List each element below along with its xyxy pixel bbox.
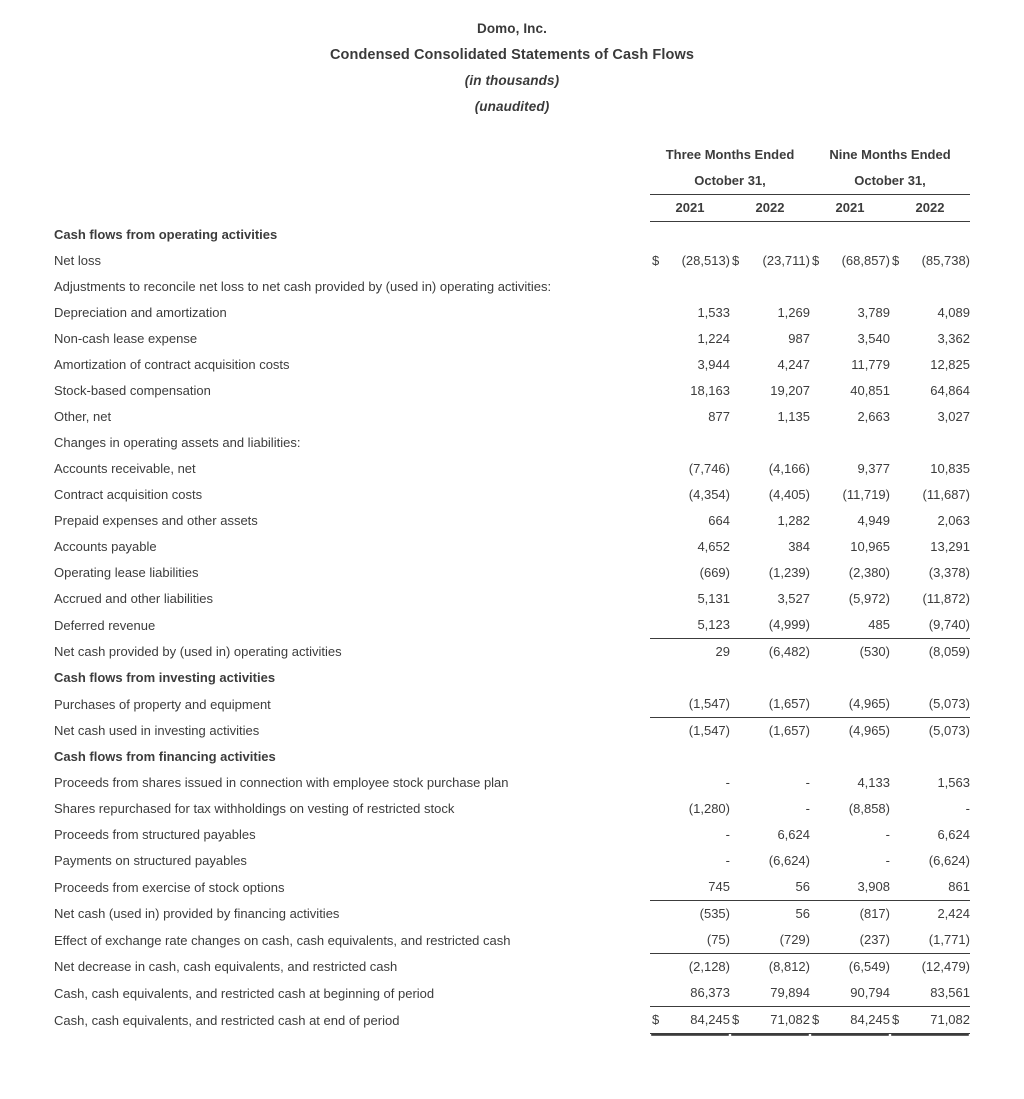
row-label: Amortization of contract acquisition costs: [54, 357, 290, 372]
row-value: 19,207: [770, 383, 810, 398]
row-value: (4,965): [848, 696, 890, 711]
column-group-three-months-date: October 31,: [650, 168, 810, 195]
row-label: Depreciation and amortization: [54, 305, 227, 320]
row-label: Accrued and other liabilities: [54, 591, 213, 606]
row-value: (11,719): [842, 487, 890, 502]
table-row: [54, 718, 970, 745]
row-value: 56: [730, 901, 810, 928]
row-value: (5,073): [928, 696, 970, 711]
row-value: (6,549): [810, 954, 890, 981]
row-value: (6,482): [730, 639, 810, 666]
year-header-q-2022: 2022: [730, 195, 810, 222]
table-row: [54, 586, 970, 612]
row-value: 40,851: [850, 383, 890, 398]
zero-dash: -: [885, 827, 890, 842]
row-value: 12,825: [930, 357, 970, 372]
column-group-nine-months: Nine Months Ended: [829, 147, 951, 162]
row-label: Accounts receivable, net: [54, 461, 196, 476]
row-value: 79,894: [770, 985, 810, 1000]
currency-symbol: $: [812, 253, 820, 268]
row-value: [730, 770, 810, 796]
row-value: (729): [779, 932, 810, 947]
row-value: 1,269: [777, 305, 810, 320]
row-label: Cash flows from operating activities: [54, 227, 278, 242]
row-value: [650, 274, 730, 300]
row-value: $ 84,245: [810, 1007, 890, 1034]
row-value: (1,547): [650, 718, 730, 745]
row-value: 384: [788, 539, 810, 554]
row-value: [730, 665, 810, 691]
year-header-row: [54, 195, 970, 222]
row-label: Changes in operating assets and liabilities:: [54, 435, 301, 450]
row-value: 6,624: [777, 827, 810, 842]
row-value: [650, 744, 730, 770]
company-name: Domo, Inc.: [476, 21, 547, 36]
table-row: [54, 927, 970, 954]
units-note: (in thousands): [464, 73, 560, 88]
row-value: (4,965): [810, 718, 890, 745]
row-value: 1,135: [777, 409, 810, 424]
row-label: Net cash (used in) provided by financing activities: [54, 906, 340, 921]
row-label: Proceeds from shares issued in connection with employee stock purchase plan: [54, 775, 509, 790]
table-row: [54, 639, 970, 666]
column-group-three-months: Three Months Ended: [665, 147, 795, 162]
table-row: [54, 248, 970, 274]
row-value: [650, 822, 730, 848]
row-value: 3,789: [857, 305, 890, 320]
row-value: [890, 430, 970, 456]
cash-flow-table: [54, 142, 970, 1034]
row-value: $ (68,857): [810, 248, 890, 274]
row-value: $ 84,245: [650, 1007, 730, 1034]
table-row: [54, 980, 970, 1007]
row-value: 2,063: [937, 513, 970, 528]
row-value: (669): [699, 565, 730, 580]
table-row: [54, 796, 970, 822]
year-header-ytd-2022: 2022: [890, 195, 970, 222]
row-value: [890, 796, 970, 822]
row-value: (5,073): [890, 718, 970, 745]
row-label: Cash flows from investing activities: [54, 670, 276, 685]
row-value: 13,291: [930, 539, 970, 554]
row-value: [650, 665, 730, 691]
row-value: [810, 848, 890, 874]
row-value: [730, 274, 810, 300]
row-value: 5,123: [697, 617, 730, 632]
row-value: 10,835: [930, 461, 970, 476]
row-value: 9,377: [857, 461, 890, 476]
row-value: 18,163: [690, 383, 730, 398]
row-value: (75): [706, 932, 730, 947]
table-row: [54, 901, 970, 928]
row-value: [650, 770, 730, 796]
row-value: (4,354): [688, 487, 730, 502]
column-subgroup-row: [54, 168, 970, 195]
table-row: [54, 482, 970, 508]
table-row: [54, 1007, 970, 1034]
table-row: [54, 456, 970, 482]
zero-dash: -: [805, 801, 810, 816]
row-value: [650, 222, 730, 249]
row-value: 64,864: [930, 383, 970, 398]
zero-dash: -: [885, 853, 890, 868]
statement-title: Condensed Consolidated Statements of Cash Flows: [329, 47, 695, 63]
row-value: [890, 222, 970, 249]
row-value: 4,652: [697, 539, 730, 554]
row-value: (237): [859, 932, 890, 947]
audit-note: (unaudited): [474, 99, 550, 114]
row-value: 90,794: [850, 985, 890, 1000]
row-label: Cash, cash equivalents, and restricted cash at beginning of period: [54, 985, 435, 1001]
column-group-nine-months-date: October 31,: [810, 168, 970, 195]
row-label: Other, net: [54, 409, 112, 424]
row-value: 3,540: [857, 331, 890, 346]
row-label: Payments on structured payables: [54, 853, 247, 868]
row-value: [650, 848, 730, 874]
row-value: 86,373: [690, 985, 730, 1000]
row-value: 29: [650, 639, 730, 666]
row-value: (6,624): [768, 853, 810, 868]
currency-symbol: $: [652, 1012, 660, 1027]
row-label: Shares repurchased for tax withholdings on vesting of restricted stock: [54, 801, 455, 816]
row-value: 6,624: [937, 827, 970, 842]
row-value: (8,858): [848, 801, 890, 816]
header-spacer: [54, 142, 650, 168]
row-value: (1,771): [928, 932, 970, 947]
table-row: [54, 534, 970, 560]
row-value: 4,133: [857, 775, 890, 790]
table-row: [54, 560, 970, 586]
row-value: [730, 430, 810, 456]
row-label: Net decrease in cash, cash equivalents, and restricted cash: [54, 959, 398, 974]
row-value: 861: [948, 879, 970, 894]
row-value: (11,687): [922, 487, 970, 502]
row-value: (535): [650, 901, 730, 928]
row-value: 2,663: [857, 409, 890, 424]
row-value: [810, 744, 890, 770]
row-value: (4,405): [768, 487, 810, 502]
zero-dash: -: [805, 775, 810, 790]
currency-symbol: $: [652, 253, 660, 268]
section-heading-row: [54, 744, 970, 770]
row-value: (12,479): [890, 954, 970, 981]
row-value: 3,527: [777, 591, 810, 606]
header-spacer-3: [54, 195, 650, 222]
table-row: [54, 404, 970, 430]
row-value: (8,812): [730, 954, 810, 981]
row-value: [810, 822, 890, 848]
row-value: [890, 665, 970, 691]
row-value: 2,424: [890, 901, 970, 928]
year-header-ytd-2021: 2021: [810, 195, 890, 222]
currency-symbol: $: [812, 1012, 820, 1027]
row-value: (1,657): [730, 718, 810, 745]
row-label: Deferred revenue: [54, 617, 156, 633]
row-value: 3,908: [857, 879, 890, 894]
row-value: 745: [708, 879, 730, 894]
table-body: [54, 222, 970, 1034]
currency-symbol: $: [892, 253, 900, 268]
table-row: [54, 691, 970, 718]
table-row: [54, 430, 970, 456]
table-row: [54, 612, 970, 639]
row-label: Operating lease liabilities: [54, 565, 199, 580]
row-value: $ (28,513): [650, 248, 730, 274]
table-row: [54, 770, 970, 796]
row-label: Cash, cash equivalents, and restricted cash at end of period: [54, 1012, 400, 1028]
row-value: 3,362: [937, 331, 970, 346]
table-row: [54, 954, 970, 981]
table-row: [54, 508, 970, 534]
row-value: 56: [795, 879, 810, 894]
row-value: (11,872): [922, 591, 970, 606]
row-value: 4,089: [937, 305, 970, 320]
currency-symbol: $: [892, 1012, 900, 1027]
row-value: (8,059): [890, 639, 970, 666]
table-row: [54, 848, 970, 874]
zero-dash: -: [725, 853, 730, 868]
row-value: 664: [708, 513, 730, 528]
row-value: 1,563: [937, 775, 970, 790]
row-value: 4,949: [857, 513, 890, 528]
row-value: [810, 222, 890, 249]
row-value: 987: [788, 331, 810, 346]
row-value: $ 71,082: [730, 1007, 810, 1034]
row-value: (3,378): [928, 565, 970, 580]
row-value: (9,740): [928, 617, 970, 632]
document-header: [54, 16, 970, 120]
row-value: 877: [708, 409, 730, 424]
row-value: $ (85,738): [890, 248, 970, 274]
row-value: $ 71,082: [890, 1007, 970, 1034]
row-value: (530): [810, 639, 890, 666]
section-heading-row: [54, 665, 970, 691]
row-value: [810, 274, 890, 300]
currency-symbol: $: [732, 253, 740, 268]
row-value: 3,944: [697, 357, 730, 372]
row-value: [810, 430, 890, 456]
table-header: [54, 142, 970, 222]
zero-dash: -: [725, 775, 730, 790]
row-value: [890, 274, 970, 300]
row-value: (1,239): [768, 565, 810, 580]
row-value: 1,282: [777, 513, 810, 528]
row-value: [730, 222, 810, 249]
row-value: 83,561: [930, 985, 970, 1000]
header-spacer-2: [54, 168, 650, 195]
row-label: Non-cash lease expense: [54, 331, 198, 346]
table-row: [54, 874, 970, 901]
year-header-q-2021: 2021: [650, 195, 730, 222]
row-value: [810, 665, 890, 691]
row-value: 485: [868, 617, 890, 632]
table-row: [54, 300, 970, 326]
row-value: 11,779: [851, 357, 890, 372]
row-value: $ (23,711): [730, 248, 810, 274]
row-label: Adjustments to reconcile net loss to net cash provided by (used in) operating activities:: [54, 279, 552, 294]
row-value: (1,657): [768, 696, 810, 711]
row-value: (4,166): [768, 461, 810, 476]
row-value: (7,746): [688, 461, 730, 476]
row-value: 10,965: [850, 539, 890, 554]
row-label: Effect of exchange rate changes on cash, cash equivalents, and restricted cash: [54, 932, 511, 948]
row-label: Proceeds from exercise of stock options: [54, 879, 285, 895]
row-value: (2,128): [650, 954, 730, 981]
row-value: (817): [810, 901, 890, 928]
row-label: Net cash provided by (used in) operating activities: [54, 644, 342, 659]
row-value: (5,972): [848, 591, 890, 606]
row-value: 4,247: [777, 357, 810, 372]
row-label: Purchases of property and equipment: [54, 696, 271, 712]
row-value: [730, 744, 810, 770]
table-row: [54, 378, 970, 404]
row-label: Prepaid expenses and other assets: [54, 513, 258, 528]
row-value: 3,027: [937, 409, 970, 424]
row-label: Proceeds from structured payables: [54, 827, 256, 842]
row-label: Contract acquisition costs: [54, 487, 203, 502]
table-row: [54, 274, 970, 300]
table-row: [54, 352, 970, 378]
row-value: [890, 744, 970, 770]
row-value: (4,999): [768, 617, 810, 632]
row-label: Stock-based compensation: [54, 383, 211, 398]
row-label: Net cash used in investing activities: [54, 723, 260, 738]
row-label: Accounts payable: [54, 539, 157, 554]
row-value: (1,280): [688, 801, 730, 816]
row-value: [650, 430, 730, 456]
row-value: 1,224: [697, 331, 730, 346]
currency-symbol: $: [732, 1012, 740, 1027]
row-label: Net loss: [54, 253, 101, 268]
row-value: (2,380): [848, 565, 890, 580]
row-value: (6,624): [928, 853, 970, 868]
table-row: [54, 822, 970, 848]
zero-dash: -: [965, 801, 970, 816]
row-value: 1,533: [697, 305, 730, 320]
row-value: (1,547): [688, 696, 730, 711]
row-value: [730, 796, 810, 822]
row-value: 5,131: [697, 591, 730, 606]
column-group-row: [54, 142, 970, 168]
row-label: Cash flows from financing activities: [54, 749, 276, 764]
zero-dash: -: [725, 827, 730, 842]
table-row: [54, 326, 970, 352]
section-heading-row: [54, 222, 970, 249]
